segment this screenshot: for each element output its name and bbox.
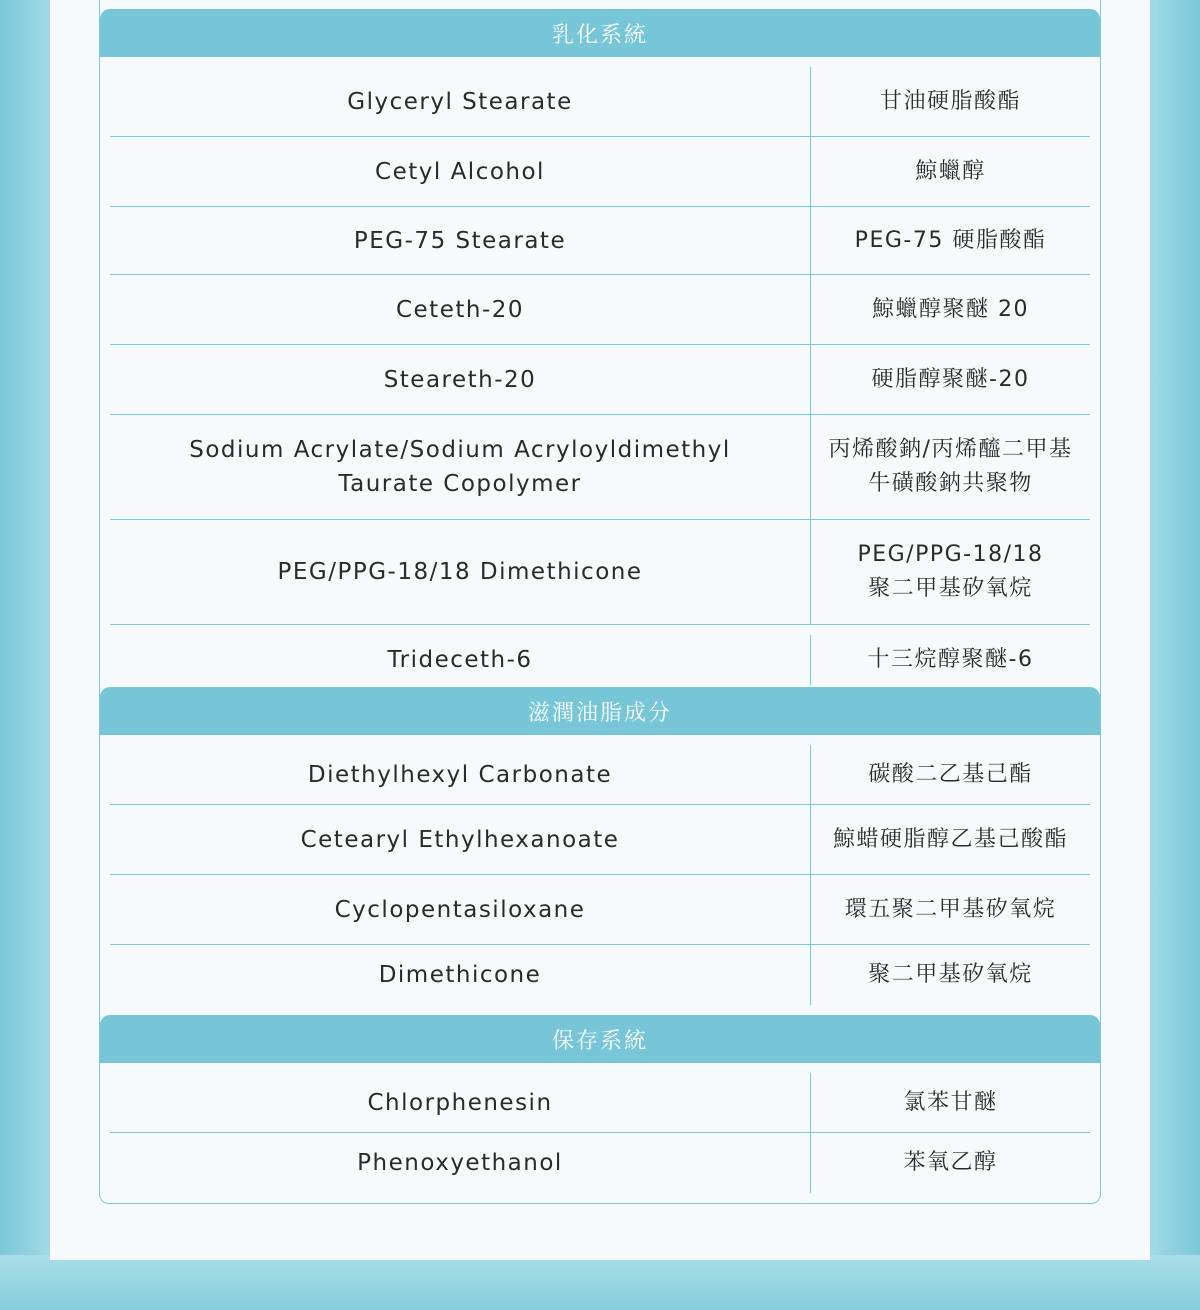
ingredient-zh: 鯨蜡硬脂醇乙基己酸酯 bbox=[810, 805, 1090, 874]
ingredient-zh: 碳酸二乙基己酯 bbox=[810, 745, 1090, 804]
ingredient-en: Glyceryl Stearate bbox=[347, 88, 573, 115]
table-row bbox=[110, 745, 1090, 805]
table-row bbox=[110, 67, 1090, 137]
ingredient-en-line: Sodium Acrylate/Sodium Acryloyldimethyl bbox=[189, 437, 731, 463]
table-row bbox=[110, 520, 1090, 625]
ingredient-zh: 鯨蠟醇 bbox=[810, 137, 1090, 206]
table-row bbox=[110, 137, 1090, 207]
table-row bbox=[110, 345, 1090, 415]
ingredient-en: Cetyl Alcohol bbox=[375, 158, 545, 185]
table-row bbox=[110, 945, 1090, 1005]
ingredient-en bbox=[110, 415, 810, 519]
ingredient-en: Chlorphenesin bbox=[367, 1089, 553, 1116]
ingredient-en: Diethylhexyl Carbonate bbox=[307, 761, 613, 788]
ingredient-zh: 環五聚二甲基矽氧烷 bbox=[810, 875, 1090, 944]
ingredient-zh-line: 聚二甲基矽氧烷 bbox=[868, 576, 1033, 601]
ingredient-zh bbox=[810, 520, 1090, 624]
ingredient-zh-line: 牛磺酸鈉共聚物 bbox=[868, 471, 1033, 496]
background-bottom-edge bbox=[0, 1255, 1200, 1310]
section-header-emulsifier: 乳化系統 bbox=[100, 9, 1100, 57]
ingredient-en: Dimethicone bbox=[378, 962, 542, 988]
ingredient-zh: 苯氧乙醇 bbox=[810, 1133, 1090, 1193]
ingredient-zh-line: PEG/PPG-18/18 bbox=[857, 542, 1044, 567]
table-row bbox=[110, 875, 1090, 945]
section-rows-preservatives bbox=[110, 1073, 1090, 1193]
section-header-preservatives: 保存系統 bbox=[100, 1015, 1100, 1063]
ingredient-en: PEG/PPG-18/18 Dimethicone bbox=[277, 559, 643, 585]
ingredient-zh: 鯨蠟醇聚醚 20 bbox=[810, 275, 1090, 344]
table-row bbox=[110, 1133, 1090, 1193]
section-header-emollients: 滋潤油脂成分 bbox=[100, 687, 1100, 735]
section-rows-emulsifier bbox=[110, 67, 1090, 685]
ingredient-en: Phenoxyethanol bbox=[357, 1150, 563, 1176]
ingredient-zh: 十三烷醇聚醚-6 bbox=[810, 635, 1090, 685]
ingredient-zh: 甘油硬脂酸酯 bbox=[810, 67, 1090, 136]
table-row bbox=[110, 805, 1090, 875]
table-row bbox=[110, 625, 1090, 685]
ingredient-zh: 聚二甲基矽氧烷 bbox=[810, 945, 1090, 1005]
ingredient-en-line: Taurate Copolymer bbox=[338, 471, 582, 497]
ingredient-en: Trideceth-6 bbox=[387, 647, 533, 673]
section-rows-emollients bbox=[110, 745, 1090, 1005]
ingredient-en: Ceteth-20 bbox=[395, 296, 525, 323]
ingredient-zh: PEG-75 硬脂酸酯 bbox=[810, 207, 1090, 274]
ingredient-en: Cyclopentasiloxane bbox=[334, 896, 586, 923]
table-row bbox=[110, 207, 1090, 275]
ingredient-zh-line: 丙烯酸鈉/丙烯醯二甲基 bbox=[828, 437, 1073, 462]
table-row bbox=[110, 415, 1090, 520]
ingredient-zh bbox=[810, 415, 1090, 519]
table-row bbox=[110, 275, 1090, 345]
ingredient-en: Cetearyl Ethylhexanoate bbox=[300, 826, 620, 853]
table-row bbox=[110, 1073, 1090, 1133]
ingredient-en: PEG-75 Stearate bbox=[353, 227, 567, 254]
ingredient-zh: 氯苯甘醚 bbox=[810, 1073, 1090, 1132]
ingredient-en: Steareth-20 bbox=[383, 366, 537, 393]
ingredient-zh: 硬脂醇聚醚-20 bbox=[810, 345, 1090, 414]
